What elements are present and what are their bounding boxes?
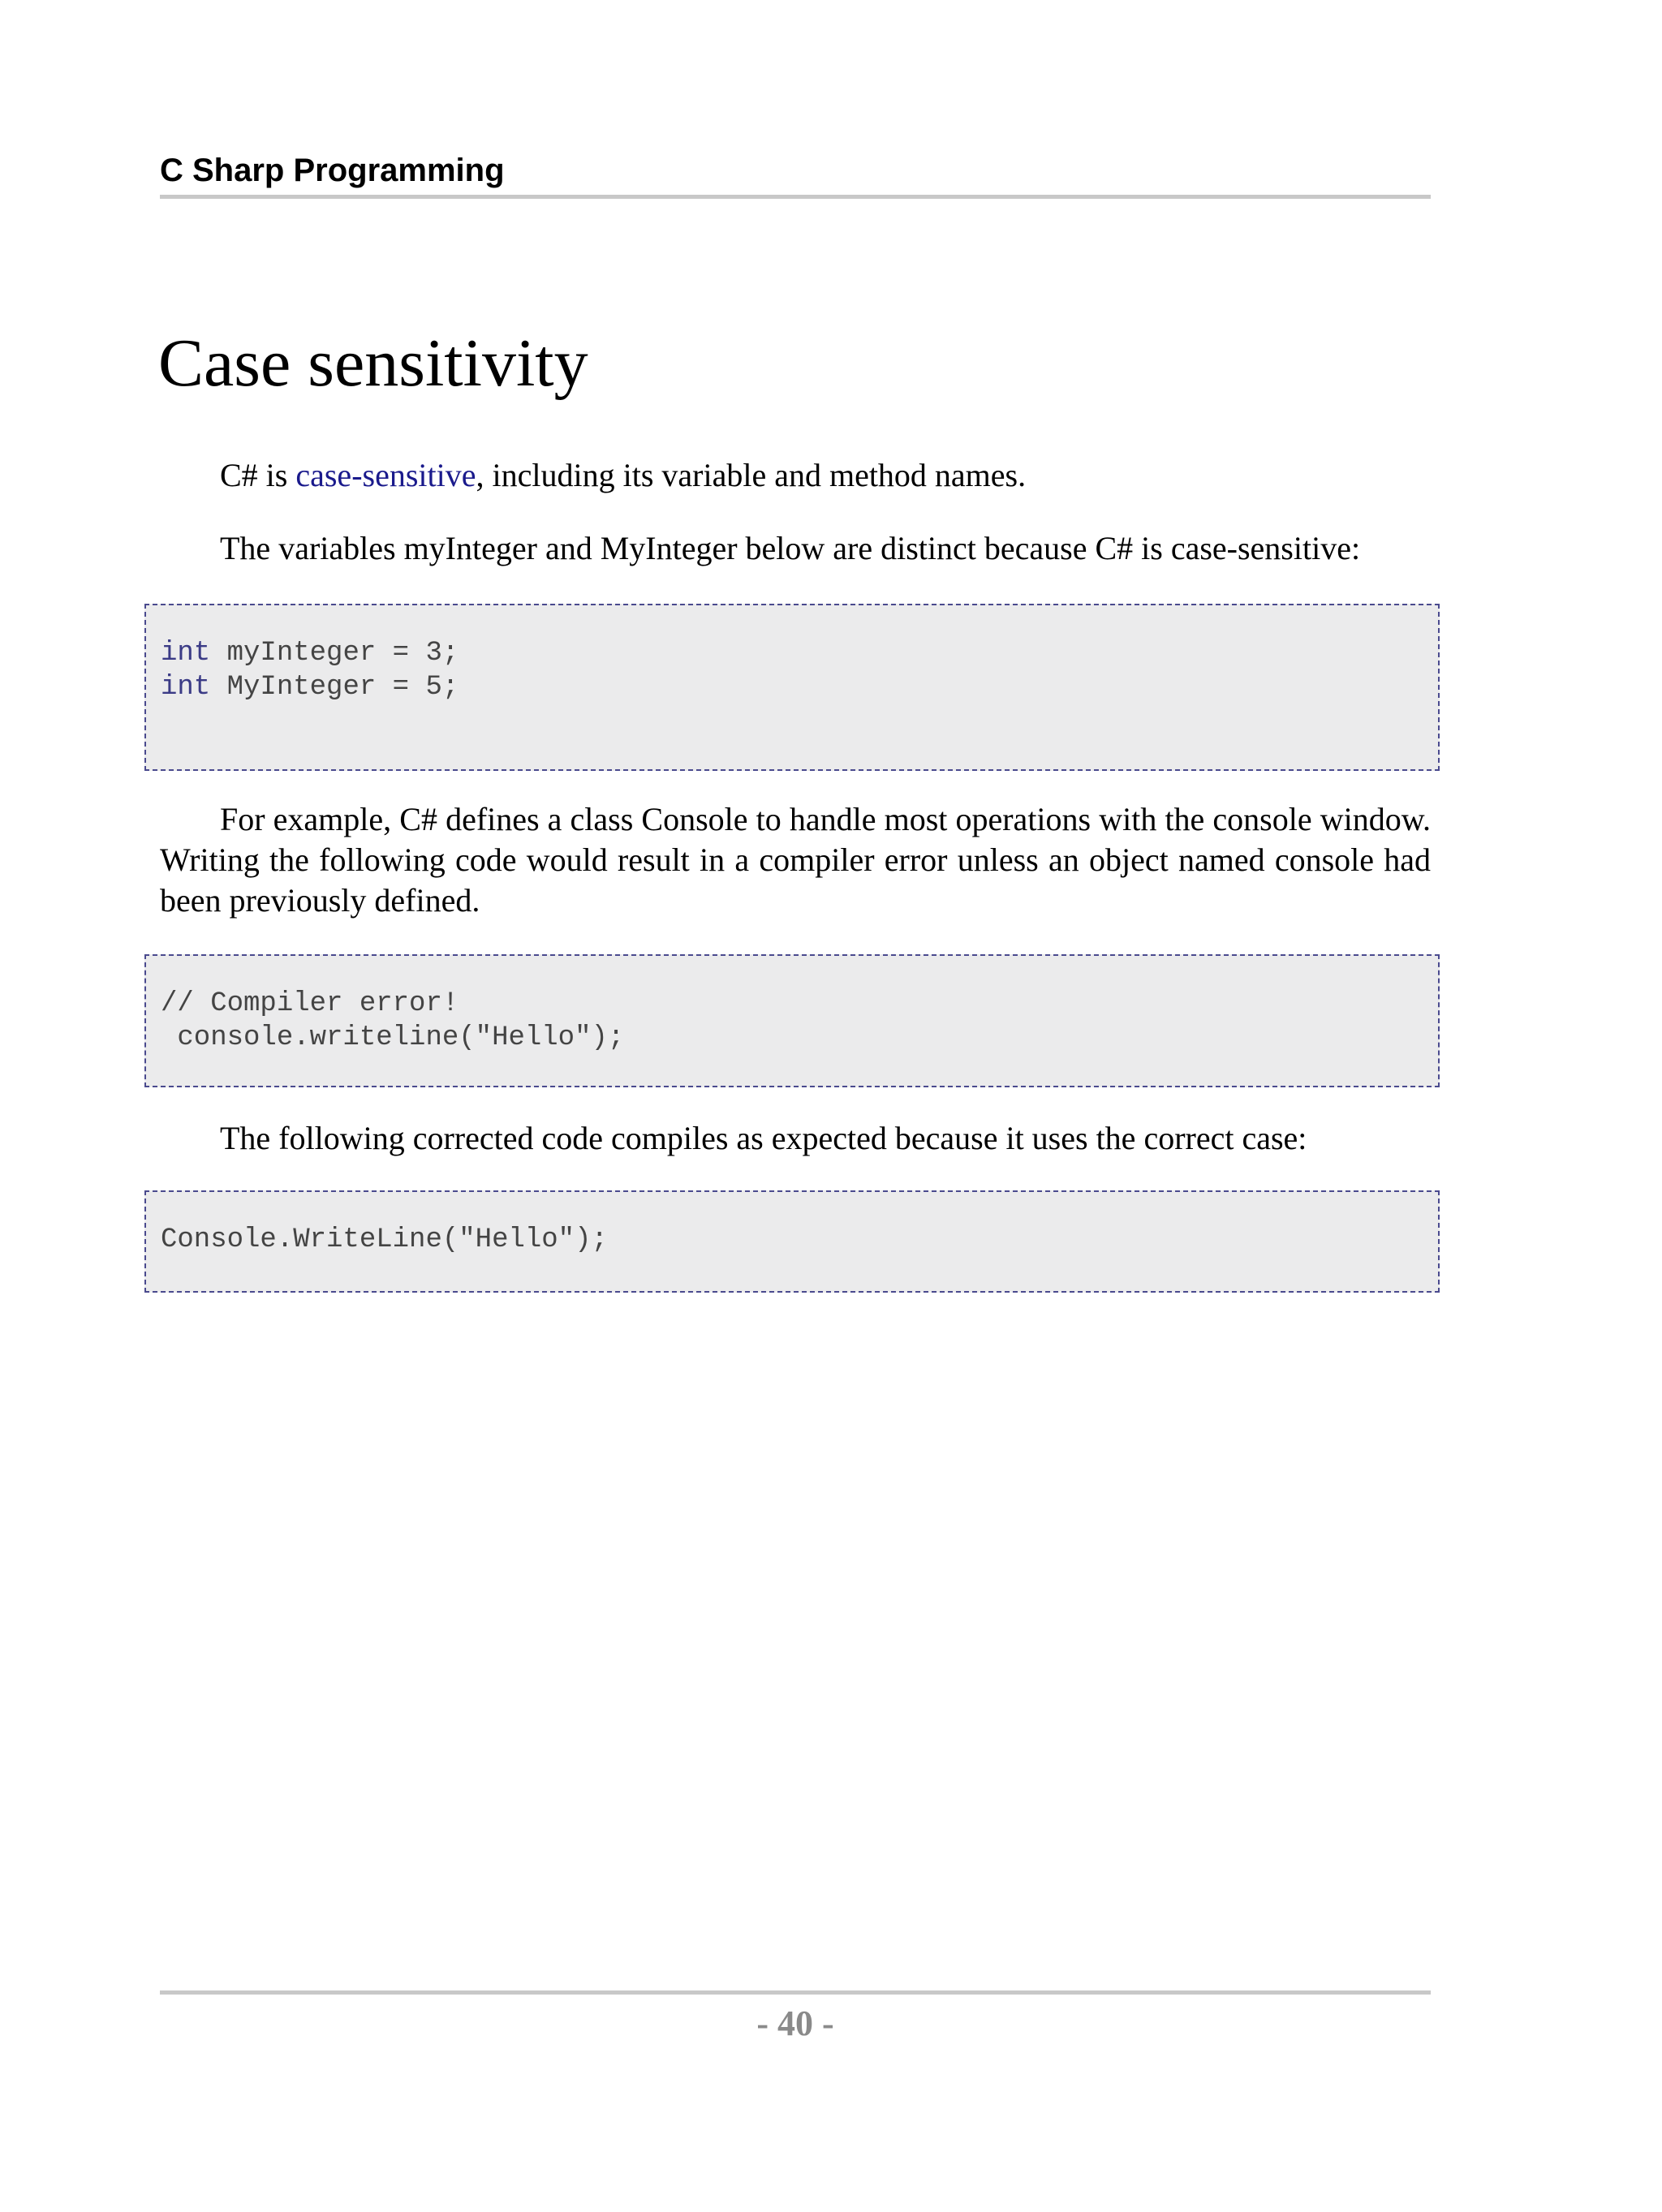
paragraph-intro-prefix: C# is (220, 457, 296, 493)
code-keyword: int (161, 638, 211, 669)
case-sensitive-link[interactable]: case-sensitive (295, 457, 476, 493)
paragraph-variables: The variables myInteger and MyInteger below are distinct because C# is case-sensitive: (220, 530, 1361, 566)
code-text: MyInteger = 5; (210, 672, 459, 703)
header-divider (160, 195, 1431, 199)
code-keyword: int (161, 672, 211, 703)
paragraph-intro (160, 455, 1431, 496)
code-line (161, 636, 1423, 670)
paragraph-intro-suffix: , including its variable and method names. (476, 457, 1027, 493)
code-block-corrected (144, 1190, 1440, 1293)
footer-divider (160, 1990, 1431, 1995)
code-line (161, 670, 1423, 704)
code-line: console.writeline("Hello"); (161, 1022, 625, 1053)
paragraph-console-example: For example, C# defines a class Console to handle most operations with the console window. Writing the following code would result in a compiler error unless an object named console had been previously defined. (160, 801, 1431, 919)
chapter-title: Case sensitivity (158, 325, 588, 401)
paragraph-corrected: The following corrected code compiles as expected because it uses the correct case: (220, 1120, 1307, 1156)
code-text: myInteger = 3; (210, 638, 459, 669)
code-block-compiler-error (144, 954, 1440, 1087)
code-block-variables (144, 604, 1440, 771)
running-header-title: C Sharp Programming (160, 153, 505, 188)
code-line: // Compiler error! (161, 988, 459, 1019)
code-line: Console.WriteLine("Hello"); (161, 1224, 608, 1255)
page-number: - 40 - (756, 2003, 834, 2043)
